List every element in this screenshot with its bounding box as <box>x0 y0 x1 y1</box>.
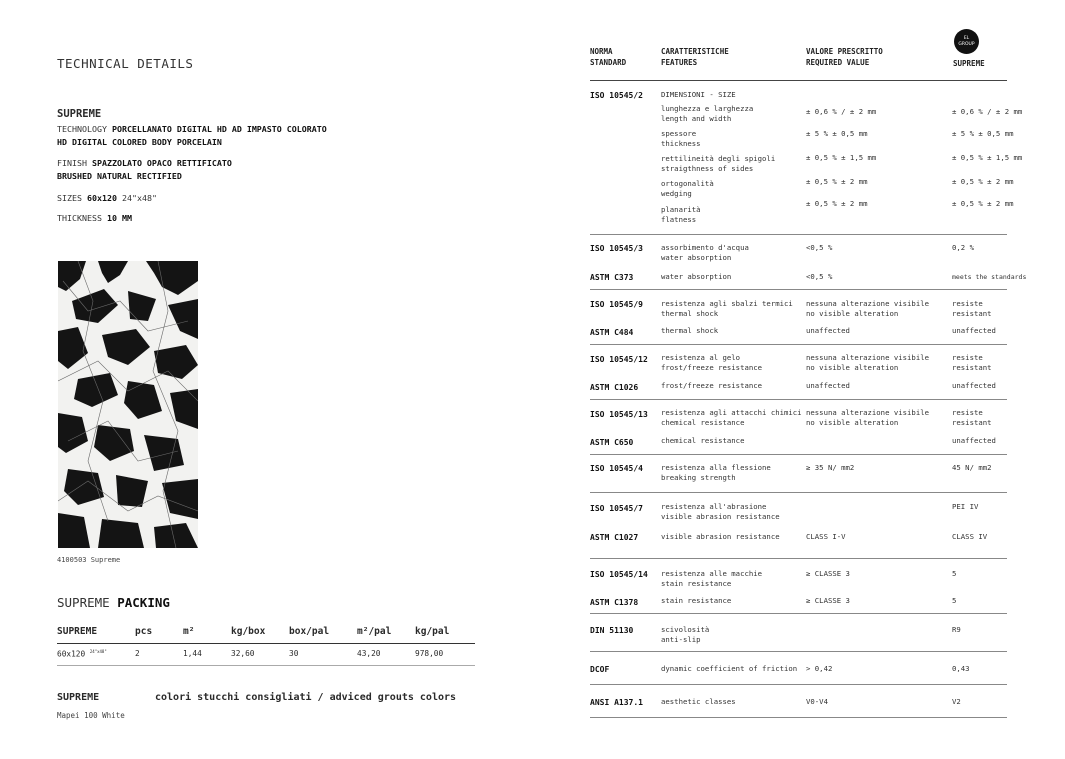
packing-header-row <box>57 626 475 644</box>
technology-value-en: HD DIGITAL COLORED BODY PORCELAIN <box>57 137 222 147</box>
feature-en: water absorption <box>661 253 732 262</box>
row-divider <box>590 454 1007 455</box>
page-title: TECHNICAL DETAILS <box>57 56 194 71</box>
table-row <box>57 644 475 666</box>
std-astm-c373: ASTM C373 <box>590 273 634 282</box>
size-block-title: DIMENSIONI - SIZE <box>661 90 736 99</box>
required-value-it: nessuna alterazione visibile <box>806 353 930 362</box>
size-row-val: ± 5 % ± 0,5 mm <box>952 129 1014 138</box>
feature-en: water absorption <box>661 272 732 281</box>
finish-value-en: BRUSHED NATURAL RECTIFIED <box>57 171 182 181</box>
product-value-en: resistant <box>952 363 992 372</box>
grout-label: colori stucchi consigliati / adviced grouts colors <box>155 692 457 703</box>
feature-en: frost/freeze resistance <box>661 381 763 390</box>
feature-en: aesthetic classes <box>661 697 736 706</box>
size-row-req: ± 0,5 % ± 1,5 mm <box>806 153 877 162</box>
header-required-en: REQUIRED VALUE <box>806 58 870 67</box>
logo-line2: GROUP <box>958 42 975 47</box>
packing-header-cell: kg/pal <box>415 626 475 644</box>
feature-en: anti-slip <box>661 635 701 644</box>
feature-en: thermal shock <box>661 309 719 318</box>
packing-box-pal: 30 <box>289 644 357 666</box>
feature-it: resistenza alla flessione <box>661 463 771 472</box>
feature-it: resistenza all'abrasione <box>661 502 767 511</box>
technology-spec <box>57 123 327 149</box>
row-divider <box>590 344 1007 345</box>
std-astm-c1378: ASTM C1378 <box>590 598 639 607</box>
product-value-it: resiste <box>952 353 983 362</box>
packing-title-bold: PACKING <box>117 595 170 610</box>
header-required-it: VALORE PRESCRITTO <box>806 47 883 56</box>
size-row-en: thickness <box>661 139 701 148</box>
size-row-req: ± 5 % ± 0,5 mm <box>806 129 868 138</box>
size-row-val: ± 0,5 % ± 2 mm <box>952 177 1014 186</box>
feature-en: chemical resistance <box>661 436 745 445</box>
feature-en: stain resistance <box>661 596 732 605</box>
std-iso-10545-9: ISO 10545/9 <box>590 300 643 309</box>
grout-value: Mapei 100 White <box>57 711 125 720</box>
std-din-51130: DIN 51130 <box>590 626 634 635</box>
product-value: 0,43 <box>952 664 970 673</box>
std-dcof: DCOF <box>590 665 610 674</box>
header-features <box>661 46 729 68</box>
size-row-en: wedging <box>661 189 692 198</box>
size-row-req: ± 0,5 % ± 2 mm <box>806 199 868 208</box>
row-divider <box>590 399 1007 400</box>
sizes-value: 60x120 <box>86 193 117 203</box>
header-divider <box>590 80 1007 81</box>
row-divider <box>590 613 1007 614</box>
packing-title-prefix: SUPREME <box>57 595 110 610</box>
packing-kg-pal: 978,00 <box>415 644 475 666</box>
feature-en: stain resistance <box>661 579 732 588</box>
packing-table <box>57 626 475 666</box>
finish-value: SPAZZOLATO OPACO RETTIFICATO <box>91 158 232 168</box>
row-divider <box>590 717 1007 718</box>
std-astm-c1026: ASTM C1026 <box>590 383 639 392</box>
product-value: 5 <box>952 596 957 605</box>
packing-size: 60x120 <box>57 649 86 659</box>
required-value: <0,5 % <box>806 243 833 252</box>
thickness-spec <box>57 212 132 225</box>
size-row-req: ± 0,6 % / ± 2 mm <box>806 107 877 116</box>
brand-logo <box>954 29 979 54</box>
product-value-en: resistant <box>952 309 992 318</box>
size-row-it: ortogonalità <box>661 179 714 188</box>
product-value: unaffected <box>952 326 996 335</box>
std-astm-c650: ASTM C650 <box>590 438 634 447</box>
required-value: CLASS I-V <box>806 532 846 541</box>
product-value: 5 <box>952 569 957 578</box>
std-iso-10545-13: ISO 10545/13 <box>590 410 648 419</box>
feature-it: assorbimento d'acqua <box>661 243 749 252</box>
packing-header-cell: box/pal <box>289 626 357 644</box>
std-iso-10545-4: ISO 10545/4 <box>590 464 643 473</box>
image-caption: 4100503 Supreme <box>57 556 121 564</box>
std-astm-c1027: ASTM C1027 <box>590 533 639 542</box>
product-value-en: resistant <box>952 418 992 427</box>
row-divider <box>590 558 1007 559</box>
product-name: SUPREME <box>57 108 102 120</box>
packing-m2: 1,44 <box>183 644 231 666</box>
product-value: CLASS IV <box>952 532 988 541</box>
product-value: unaffected <box>952 436 996 445</box>
std-ansi-a137-1: ANSI A137.1 <box>590 698 643 707</box>
size-row-it: planarità <box>661 205 701 214</box>
std-astm-c484: ASTM C484 <box>590 328 634 337</box>
row-divider <box>590 684 1007 685</box>
packing-size-in: 24"x48" <box>89 649 107 654</box>
std-iso-10545-2: ISO 10545/2 <box>590 91 643 100</box>
feature-en: visible abrasion resistance <box>661 532 780 541</box>
required-value-it: nessuna alterazione visibile <box>806 408 930 417</box>
size-row-it: lunghezza e larghezza <box>661 104 754 113</box>
feature-en: dynamic coefficient of friction <box>661 664 798 673</box>
feature-it: resistenza al gelo <box>661 353 741 362</box>
header-standard-en: STANDARD <box>590 58 627 67</box>
size-row-en: straigthness of sides <box>661 164 754 173</box>
feature-en: frost/freeze resistance <box>661 363 763 372</box>
feature-it: resistenza alle macchie <box>661 569 763 578</box>
std-iso-10545-14: ISO 10545/14 <box>590 570 648 579</box>
technology-label: TECHNOLOGY <box>57 124 107 134</box>
feature-it: resistenza agli sbalzi termici <box>661 299 793 308</box>
required-value: ≥ CLASSE 3 <box>806 596 850 605</box>
feature-en: visible abrasion resistance <box>661 512 780 521</box>
size-row-val: ± 0,6 % / ± 2 mm <box>952 107 1023 116</box>
packing-pcs: 2 <box>135 644 183 666</box>
sizes-label: SIZES <box>57 193 82 203</box>
required-value-it: nessuna alterazione visibile <box>806 299 930 308</box>
row-divider <box>590 289 1007 290</box>
product-value-it: resiste <box>952 299 983 308</box>
sizes-value-in: 24"x48" <box>121 193 157 203</box>
product-value: meets the standards <box>952 273 1027 281</box>
thickness-label: THICKNESS <box>57 213 102 223</box>
required-value: V0-V4 <box>806 697 828 706</box>
product-value: unaffected <box>952 381 996 390</box>
required-value: > 0,42 <box>806 664 833 673</box>
sizes-spec <box>57 192 157 205</box>
size-row-en: length and width <box>661 114 732 123</box>
product-value: V2 <box>952 697 961 706</box>
packing-size-cell <box>57 644 135 666</box>
std-iso-10545-7: ISO 10545/7 <box>590 504 643 513</box>
required-value-en: no visible alteration <box>806 418 899 427</box>
header-features-en: FEATURES <box>661 58 698 67</box>
product-value-it: resiste <box>952 408 983 417</box>
packing-kg-box: 32,60 <box>231 644 289 666</box>
header-standard <box>590 46 626 68</box>
logo-line1: EL <box>963 36 970 41</box>
packing-header-cell: kg/box <box>231 626 289 644</box>
packing-header-cell: SUPREME <box>57 626 135 644</box>
required-value: <0,5 % <box>806 272 833 281</box>
size-row-req: ± 0,5 % ± 2 mm <box>806 177 868 186</box>
required-value: unaffected <box>806 381 850 390</box>
size-row-val: ± 0,5 % ± 1,5 mm <box>952 153 1023 162</box>
size-row-en: flatness <box>661 215 697 224</box>
feature-it: scivolosità <box>661 625 710 634</box>
product-value: R9 <box>952 625 961 634</box>
required-value-en: no visible alteration <box>806 363 899 372</box>
technology-value: PORCELLANATO DIGITAL HD AD IMPASTO COLORATO <box>111 124 327 134</box>
marble-tile-image <box>58 261 198 548</box>
feature-en: thermal shock <box>661 326 719 335</box>
size-row-val: ± 0,5 % ± 2 mm <box>952 199 1014 208</box>
header-product: SUPREME <box>953 59 985 68</box>
row-divider <box>590 651 1007 652</box>
size-row-it: spessore <box>661 129 697 138</box>
header-features-it: CARATTERISTICHE <box>661 47 729 56</box>
header-standard-it: NORMA <box>590 47 613 56</box>
packing-title <box>57 595 170 610</box>
std-iso-10545-12: ISO 10545/12 <box>590 355 648 364</box>
required-value-en: no visible alteration <box>806 309 899 318</box>
std-iso-10545-3: ISO 10545/3 <box>590 244 643 253</box>
row-divider <box>590 234 1007 235</box>
required-value: ≥ CLASSE 3 <box>806 569 850 578</box>
finish-spec <box>57 157 232 183</box>
packing-header-cell: pcs <box>135 626 183 644</box>
size-row-it: rettilineità degli spigoli <box>661 154 776 163</box>
feature-en: chemical resistance <box>661 418 745 427</box>
grout-product-name: SUPREME <box>57 692 100 703</box>
packing-header-cell: m² <box>183 626 231 644</box>
thickness-value: 10 MM <box>106 213 132 223</box>
feature-it: resistenza agli attacchi chimici <box>661 408 802 417</box>
row-divider <box>590 492 1007 493</box>
product-value: PEI IV <box>952 502 979 511</box>
packing-header-cell: m²/pal <box>357 626 415 644</box>
product-value: 0,2 % <box>952 243 974 252</box>
finish-label: FINISH <box>57 158 87 168</box>
header-required <box>806 46 883 68</box>
packing-m2-pal: 43,20 <box>357 644 415 666</box>
feature-en: breaking strength <box>661 473 736 482</box>
required-value: ≥ 35 N/ mm2 <box>806 463 855 472</box>
required-value: unaffected <box>806 326 850 335</box>
product-value: 45 N/ mm2 <box>952 463 992 472</box>
